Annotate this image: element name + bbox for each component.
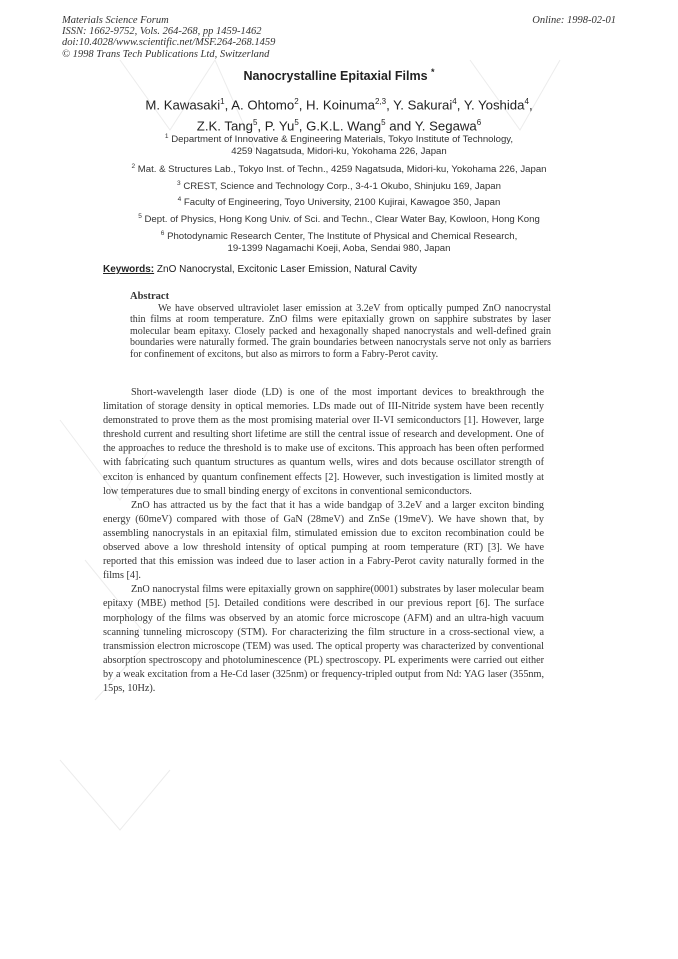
affiliation-number: 2	[131, 163, 136, 170]
abstract-section	[130, 291, 551, 361]
affiliation-4	[0, 194, 678, 209]
publication-info	[62, 15, 275, 60]
doi-line[interactable]: doi:10.4028/www.scientific.net/MSF.264-268.1459	[62, 37, 276, 49]
affiliation-line: Mat. & Structures Lab., Tokyo Inst. of Techn., 4259 Nagatsuda, Midori-ku, Yokohama 226, Japan	[137, 164, 547, 176]
author-affiliation-mark: 5	[252, 118, 258, 128]
keywords-text: ZnO Nanocrystal, Excitonic Laser Emission, Natural Cavity	[156, 264, 417, 275]
author-affiliation-mark: 5	[381, 118, 386, 128]
affiliation-number: 5	[138, 213, 142, 220]
author-separator: ,	[386, 97, 394, 113]
affiliation-line: Department of Innovative & Engineering Materials, Tokyo Institute of Technology,	[171, 134, 514, 146]
affiliation-number: 4	[177, 196, 182, 203]
affiliation-number: 6	[160, 230, 165, 237]
author-name: Y. Segawa	[414, 118, 477, 134]
affiliation-1	[0, 131, 678, 157]
author-list	[0, 93, 678, 136]
affiliation-number: 3	[177, 180, 181, 187]
affiliation-line: CREST, Science and Technology Corp., 3-4-1 Okubo, Shinjuku 169, Japan	[183, 181, 501, 193]
affiliation-line: Faculty of Engineering, Toyo University, 2100 Kujirai, Kawagoe 350, Japan	[183, 197, 501, 209]
keywords	[103, 264, 417, 275]
abstract-text: We have observed ultraviolet laser emission at 3.2eV from optically pumped ZnO nanocrystal thin films at room temperature. ZnO films were epitaxially grown on sapphire substrates by laser molecular beam epitaxy. Closely packed and hexagonally shaped nanocrystals and well-defined grain boundaries were naturally formed. The grain boundaries between nanocrystals serve not only as barriers for confinement of excitons, but also as mirrors to form a Fabry-Perot cavity.	[130, 302, 551, 360]
affiliation-line: Dept. of Physics, Hong Kong Univ. of Sci. and Techn., Clear Water Bay, Kowloon, Hong Kong	[144, 214, 540, 226]
paper-title	[0, 67, 678, 83]
author-name: P. Yu	[264, 118, 295, 134]
affiliation-2	[0, 161, 678, 176]
affiliation-line: Photodynamic Research Center, The Institute of Physical and Chemical Research,	[167, 231, 518, 243]
author-name: G.K.L. Wang	[306, 118, 382, 134]
author-name: M. Kawasaki	[145, 97, 221, 113]
author-affiliation-mark: 1	[220, 97, 225, 106]
affiliation-3	[0, 178, 678, 193]
author-name: H. Koinuma	[306, 97, 375, 113]
author-affiliation-mark: 2	[294, 97, 299, 106]
title-footnote-mark: *	[431, 67, 435, 77]
author-name: Y. Yoshida	[463, 97, 525, 113]
author-separator: ,	[298, 118, 307, 134]
author-name: Z.K. Tang	[196, 118, 253, 134]
author-separator: ,	[298, 97, 307, 113]
affiliation-6	[0, 228, 678, 254]
body-paragraph: Short-wavelength laser diode (LD) is one of the most important devices to breakthrough the limitation of storage density in optical memories. LDs made out of III-Nitride system have been recently demonstrated to prove them as the most promising material over II-VI semiconductors [1]. However, large threshold current and resulting short lifetime are still the central issue of research and development. One of the approaches to reduce the threshold is to make use of excitons. This approach has been often performed with fabricating such quantum structures as quantum wells, wires and dots because oscillator strength of exciton is enhanced by quantum confinement effects [2]. However, such investigation is limited mostly at low temperatures due to small binding energy of excitons in conventional semiconductors.	[103, 387, 544, 497]
title-text: Nanocrystalline Epitaxial Films	[243, 69, 428, 84]
issn-line: ISSN: 1662-9752, Vols. 264-268, pp 1459-1462	[62, 26, 262, 38]
author-affiliation-mark: 2,3	[374, 97, 387, 106]
author-separator: ,	[224, 97, 232, 113]
abstract-heading: Abstract	[130, 291, 170, 302]
journal-name: Materials Science Forum	[62, 15, 169, 26]
affiliation-line: 19-1399 Nagamachi Koeji, Aoba, Sendai 980, Japan	[227, 242, 451, 254]
online-date: Online: 1998-02-01	[532, 15, 616, 26]
author-affiliation-mark: 5	[294, 118, 299, 128]
author-affiliation-mark: 4	[452, 97, 457, 106]
author-name: A. Ohtomo	[231, 97, 295, 113]
author-separator: ,	[456, 97, 464, 113]
author-affiliation-mark: 4	[524, 97, 529, 106]
affiliation-line: 4259 Nagatsuda, Midori-ku, Yokohama 226, Japan	[231, 145, 447, 157]
author-affiliation-mark: 6	[476, 118, 482, 128]
affiliation-5	[0, 211, 678, 226]
body-paragraph: ZnO nanocrystal films were epitaxially grown on sapphire(0001) substrates by laser molecular beam epitaxy (MBE) method [5]. Detailed conditions were described in our previous report [6]. The surface morphology of the films was observed by an atomic force microscope (AFM) and an ultra-high vacuum scanning tunneling microscopy (STM). For characterizing the film structure in a cross-sectional view, a transmission electron microscope (TEM) was used. The optical property was characterized by conventional absorption spectroscopy and photoluminescence (PL) spectroscopy. PL experiments were carried out either by a weak excitation from a He-Cd laser (325nm) or frequency-tripled output from Nd: YAG laser (355nm, 15ps, 10Hz).	[103, 584, 544, 694]
keywords-label: Keywords:	[103, 264, 155, 275]
body-text	[103, 386, 544, 696]
author-separator: ,	[528, 97, 533, 113]
affiliation-number: 1	[164, 133, 169, 140]
author-separator: and	[385, 118, 415, 134]
author-separator: ,	[257, 118, 265, 134]
author-name: Y. Sakurai	[393, 97, 453, 113]
body-paragraph: ZnO has attracted us by the fact that it has a wide bandgap of 3.2eV and a larger exciton binding energy (60meV) compared with those of GaN (28meV) and ZnSe (19meV). We have shown that, by assembling nanocrystals in an epitaxial film, stimulated emission due to exciton recombination could be observed above a low threshold intensity of optical pumping at room temperature (RT) [3]. We have reported that this emission was indeed due to laser action in a Fabry-Perot cavity naturally formed in the films [4].	[103, 499, 544, 582]
copyright-line: © 1998 Trans Tech Publications Ltd, Switzerland	[62, 48, 270, 60]
